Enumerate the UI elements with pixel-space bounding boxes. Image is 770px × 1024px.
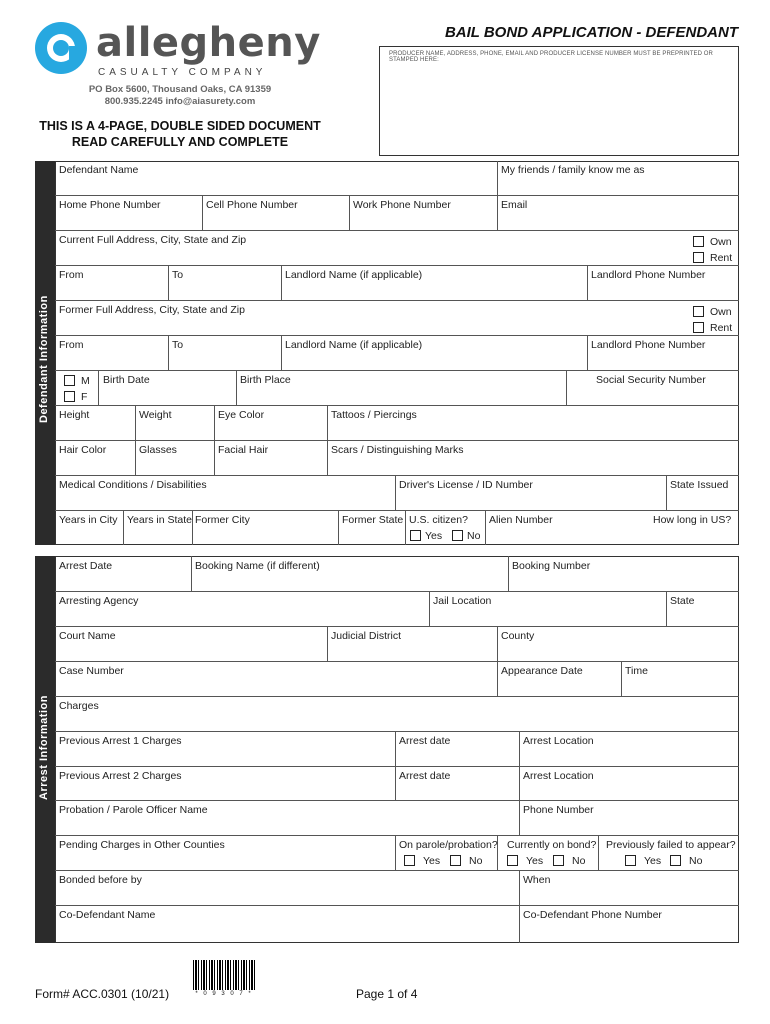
county-field[interactable]: County (501, 630, 535, 642)
brand-name: allegheny (96, 20, 321, 66)
arrest-section-label: Arrest Information (38, 695, 50, 800)
aka-field[interactable]: My friends / family know me as (501, 164, 645, 176)
drivers-license-field[interactable]: Driver's License / ID Number (399, 479, 533, 491)
charges-field[interactable]: Charges (59, 700, 99, 712)
state-issued-field[interactable]: State Issued (670, 479, 729, 491)
years-in-state-field[interactable]: Years in State (127, 514, 192, 526)
male-label: M (81, 375, 90, 387)
parole-no-label: No (469, 855, 483, 867)
scars-field[interactable]: Scars / Distinguishing Marks (331, 444, 464, 456)
former-own-label: Own (710, 306, 732, 318)
defendant-name-field[interactable]: Defendant Name (59, 164, 139, 176)
how-long-us-field[interactable]: How long in US? (653, 514, 732, 526)
document-notice: THIS IS A 4-PAGE, DOUBLE SIDED DOCUMENT (39, 119, 321, 133)
bond-yes-checkbox[interactable] (507, 855, 518, 866)
currently-bond-label: Currently on bond? (507, 839, 597, 851)
cell-phone-field[interactable]: Cell Phone Number (206, 199, 298, 211)
bond-no-label: No (572, 855, 586, 867)
years-in-city-field[interactable]: Years in City (59, 514, 118, 526)
landlord-phone-field[interactable]: Landlord Phone Number (591, 269, 706, 281)
home-phone-field[interactable]: Home Phone Number (59, 199, 161, 211)
brand-subtitle: CASUALTY COMPANY (98, 67, 267, 78)
arrest-date-field[interactable]: Arrest Date (59, 560, 113, 572)
ssn-field[interactable]: Social Security Number (596, 374, 706, 386)
probation-officer-field[interactable]: Probation / Parole Officer Name (59, 804, 208, 816)
citizen-no-label: No (467, 530, 481, 542)
barcode-icon (193, 960, 255, 990)
previous-arrest-1-field[interactable]: Previous Arrest 1 Charges (59, 735, 182, 747)
appearance-date-field[interactable]: Appearance Date (501, 665, 583, 677)
parole-yes-label: Yes (423, 855, 441, 867)
rent-checkbox[interactable] (693, 252, 704, 263)
on-parole-label: On parole/probation? (399, 839, 498, 851)
former-address-field[interactable]: Former Full Address, City, State and Zip (59, 304, 245, 316)
former-city-field[interactable]: Former City (195, 514, 250, 526)
former-state-field[interactable]: Former State (342, 514, 404, 526)
birth-place-field[interactable]: Birth Place (240, 374, 291, 386)
citizen-no-checkbox[interactable] (452, 530, 463, 541)
court-name-field[interactable]: Court Name (59, 630, 116, 642)
own-checkbox[interactable] (693, 236, 704, 247)
parole-no-checkbox[interactable] (450, 855, 461, 866)
landlord-name-field[interactable]: Landlord Name (if applicable) (285, 269, 423, 281)
previous-arrest-2-field[interactable]: Previous Arrest 2 Charges (59, 770, 182, 782)
failed-appear-label: Previously failed to appear? (606, 839, 736, 851)
previous-arrest-1-location-field[interactable]: Arrest Location (523, 735, 594, 747)
arresting-agency-field[interactable]: Arresting Agency (59, 595, 139, 607)
parole-yes-checkbox[interactable] (404, 855, 415, 866)
citizen-yes-label: Yes (425, 530, 443, 542)
bonded-when-field[interactable]: When (523, 874, 551, 886)
weight-field[interactable]: Weight (139, 409, 172, 421)
former-to-field[interactable]: To (172, 339, 184, 351)
company-logo-icon (35, 22, 87, 74)
former-rent-label: Rent (710, 322, 733, 334)
previous-arrest-1-date-field[interactable]: Arrest date (399, 735, 451, 747)
arrest-form-grid (55, 556, 739, 943)
rent-label: Rent (710, 252, 733, 264)
to-field[interactable]: To (172, 269, 184, 281)
from-field[interactable]: From (59, 269, 84, 281)
officer-phone-field[interactable]: Phone Number (523, 804, 594, 816)
company-address: PO Box 5600, Thousand Oaks, CA 91359 (88, 84, 272, 95)
company-contact: 800.935.2245 info@aiasurety.com (104, 96, 256, 107)
fta-no-checkbox[interactable] (670, 855, 681, 866)
email-field[interactable]: Email (501, 199, 528, 211)
pending-charges-field[interactable]: Pending Charges in Other Counties (59, 839, 225, 851)
former-landlord-phone-field[interactable]: Landlord Phone Number (591, 339, 706, 351)
height-field[interactable]: Height (59, 409, 90, 421)
bond-yes-label: Yes (526, 855, 544, 867)
fta-yes-checkbox[interactable] (625, 855, 636, 866)
time-field[interactable]: Time (625, 665, 648, 677)
medical-field[interactable]: Medical Conditions / Disabilities (59, 479, 207, 491)
fta-no-label: No (689, 855, 703, 867)
former-from-field[interactable]: From (59, 339, 84, 351)
booking-name-field[interactable]: Booking Name (if different) (195, 560, 320, 572)
document-notice-2: READ CAREFULLY AND COMPLETE (71, 135, 289, 149)
own-label: Own (710, 236, 732, 248)
producer-note: PRODUCER NAME, ADDRESS, PHONE, EMAIL AND PRODUCER LICENSE NUMBER MUST BE PREPRINTED OR STAMPED HERE: (389, 51, 713, 63)
jail-location-field[interactable]: Jail Location (433, 595, 492, 607)
citizen-yes-checkbox[interactable] (410, 530, 421, 541)
hair-color-field[interactable]: Hair Color (59, 444, 107, 456)
page-title: BAIL BOND APPLICATION - DEFENDANT (444, 24, 738, 41)
eye-color-field[interactable]: Eye Color (218, 409, 265, 421)
barcode-number: * 0 9 3 0 7 * (195, 991, 253, 997)
us-citizen-label: U.S. citizen? (409, 514, 468, 526)
booking-number-field[interactable]: Booking Number (512, 560, 591, 572)
fta-yes-label: Yes (644, 855, 662, 867)
bonded-before-field[interactable]: Bonded before by (59, 874, 142, 886)
defendant-section-label: Defendant Information (38, 295, 50, 423)
former-own-checkbox[interactable] (693, 306, 704, 317)
case-number-field[interactable]: Case Number (59, 665, 124, 677)
arrest-state-field[interactable]: State (670, 595, 695, 607)
alien-number-field[interactable]: Alien Number (489, 514, 553, 526)
male-checkbox[interactable] (64, 375, 75, 386)
bond-no-checkbox[interactable] (553, 855, 564, 866)
birth-date-field[interactable]: Birth Date (103, 374, 150, 386)
work-phone-field[interactable]: Work Phone Number (353, 199, 451, 211)
judicial-district-field[interactable]: Judicial District (331, 630, 402, 642)
codefendant-name-field[interactable]: Co-Defendant Name (59, 909, 156, 921)
previous-arrest-2-location-field[interactable]: Arrest Location (523, 770, 594, 782)
female-label: F (81, 391, 88, 403)
female-checkbox[interactable] (64, 391, 75, 402)
tattoos-field[interactable]: Tattoos / Piercings (331, 409, 417, 421)
glasses-field[interactable]: Glasses (139, 444, 177, 456)
page-number: Page 1 of 4 (356, 987, 418, 1001)
previous-arrest-2-date-field[interactable]: Arrest date (399, 770, 451, 782)
current-address-field[interactable]: Current Full Address, City, State and Zip (59, 234, 247, 246)
form-number: Form# ACC.0301 (10/21) (35, 987, 170, 1001)
codefendant-phone-field[interactable]: Co-Defendant Phone Number (523, 909, 662, 921)
former-landlord-name-field[interactable]: Landlord Name (if applicable) (285, 339, 423, 351)
former-rent-checkbox[interactable] (693, 322, 704, 333)
facial-hair-field[interactable]: Facial Hair (218, 444, 269, 456)
